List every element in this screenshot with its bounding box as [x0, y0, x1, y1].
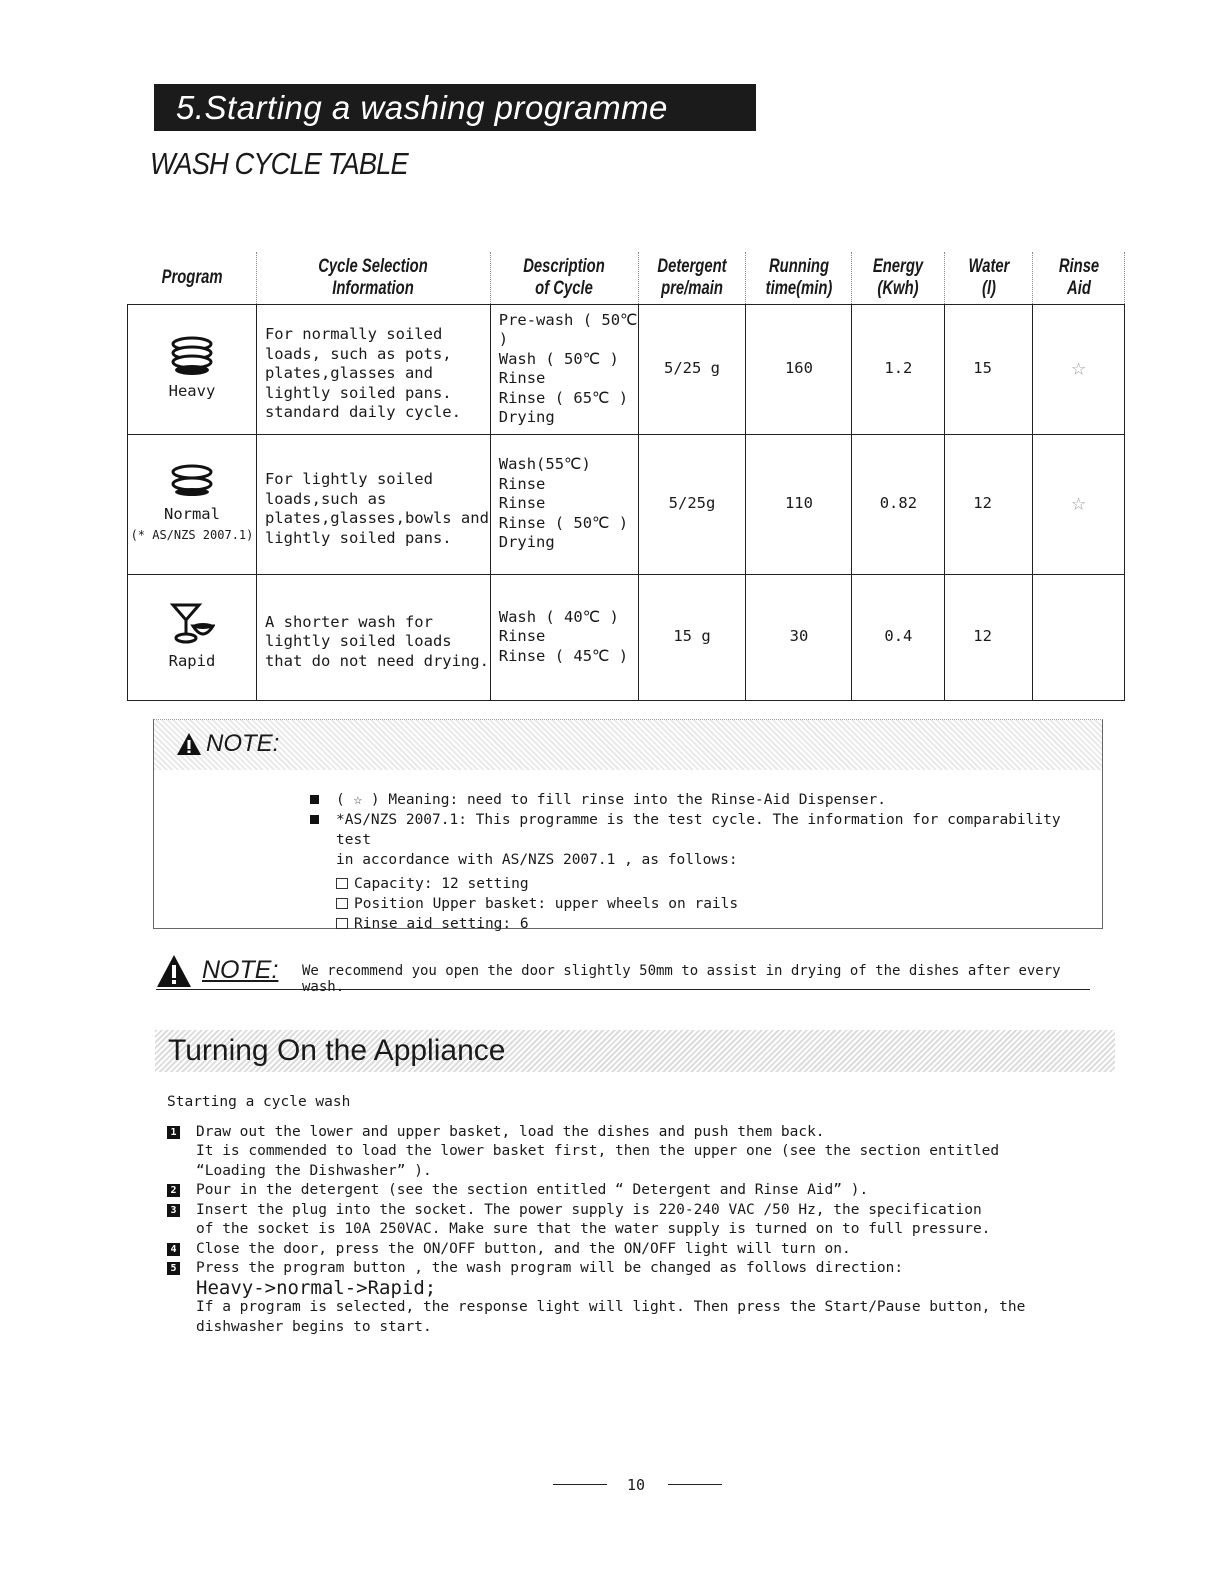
program-order: Heavy->normal->Rapid;	[196, 1276, 437, 1299]
rinse-aid-cell	[1033, 304, 1125, 434]
step-5: 5 Press the program button , the wash program will be changed as follows direction: Heavy->normal->Rapid; If a program is selected, the response light will light. Then press the Start/Pause button, the dishwasher begins to start.	[167, 1259, 1025, 1337]
step-2: 2 Pour in the detergent (see the section entitled “ Detergent and Rinse Aid” ).	[167, 1181, 1025, 1201]
instructions	[167, 1093, 1025, 1337]
rapid-glass-icon	[169, 602, 215, 646]
step-number-icon: 4	[167, 1243, 180, 1256]
step-number-icon: 3	[167, 1204, 180, 1217]
running-time-value: 30	[746, 574, 852, 700]
running-time-value: 110	[746, 434, 852, 574]
rinse-aid-cell	[1033, 574, 1125, 700]
list-item: Rinse aid setting: 6	[336, 914, 1102, 934]
step-4: 4 Close the door, press the ON/OFF button, and the ON/OFF light will turn on.	[167, 1240, 1025, 1260]
note-title: NOTE:	[206, 730, 280, 757]
cycle-description: Wash(55℃) Rinse Rinse Rinse ( 50℃ ) Drying	[490, 434, 638, 574]
note-box	[153, 719, 1103, 932]
header-running-time: Running time(min)	[746, 252, 852, 304]
header-description: Description of Cycle	[490, 252, 638, 304]
header-program: Program	[128, 252, 257, 304]
program-cell	[128, 574, 257, 700]
star-meaning: Meaning: need to fill rinse into the Rinse-Aid Dispenser.	[388, 792, 886, 808]
numbered-box-icon	[336, 898, 348, 909]
star-icon: ☆	[1071, 487, 1086, 516]
header-cycle-selection: Cycle Selection Information	[256, 252, 490, 304]
energy-value: 0.82	[852, 434, 945, 574]
drying-note	[156, 954, 1090, 995]
numbered-box-icon	[336, 918, 348, 929]
header-rinse-aid: Rinse Aid	[1033, 252, 1125, 304]
rinse-aid-cell	[1033, 434, 1125, 574]
water-value: 12	[945, 434, 1033, 574]
cycle-description: Pre-wash ( 50℃ ) Wash ( 50℃ ) Rinse Rinse ( 65℃ ) Drying	[490, 304, 638, 434]
step-1: 1 Draw out the lower and upper basket, load the dishes and push them back. It is commended to load the lower basket first, then the upper one (see the section entitled “Loading the Dishwasher” ).	[167, 1123, 1025, 1182]
wash-cycle-table	[127, 252, 1125, 701]
bullet-icon	[310, 815, 319, 824]
energy-value: 1.2	[852, 304, 945, 434]
table-title: WASH CYCLE TABLE	[150, 146, 408, 181]
cycle-info: For normally soiled loads, such as pots, plates,glasses and lightly soiled pans. standard daily cycle.	[256, 304, 490, 434]
detergent-value: 15 g	[638, 574, 746, 700]
program-cell	[128, 304, 257, 434]
warning-icon	[156, 954, 192, 988]
energy-value: 0.4	[852, 574, 945, 700]
detergent-value: 5/25 g	[638, 304, 746, 434]
program-cell	[128, 434, 257, 574]
heavy-dishes-icon	[170, 336, 214, 376]
warning-icon	[176, 732, 202, 756]
step-number-icon: 5	[167, 1262, 180, 1275]
detergent-value: 5/25g	[638, 434, 746, 574]
page-number: 10	[627, 1476, 646, 1494]
running-time-value: 160	[746, 304, 852, 434]
header-energy: Energy (Kwh)	[852, 252, 945, 304]
table-row	[128, 304, 1125, 434]
table-row	[128, 434, 1125, 574]
program-name: Heavy	[168, 382, 216, 401]
note2-text: We recommend you open the door slightly 50mm to assist in drying of the dishes after every wash.	[302, 963, 1061, 995]
table-header-row	[128, 252, 1125, 304]
water-value: 12	[945, 574, 1033, 700]
note-header-band	[154, 720, 1102, 770]
cycle-description: Wash ( 40℃ ) Rinse Rinse ( 45℃ )	[490, 574, 638, 700]
cycle-info: For lightly soiled loads,such as plates,glasses,bowls and lightly soiled pans.	[256, 434, 490, 574]
test-settings-list	[310, 874, 1102, 934]
program-name: Rapid	[168, 652, 216, 671]
header-water: Water (l)	[945, 252, 1033, 304]
page-number-rule-left	[553, 1484, 607, 1485]
page-number-rule-right	[668, 1484, 722, 1485]
normal-dishes-icon	[170, 463, 214, 499]
note2-title: NOTE:	[202, 956, 279, 984]
list-item: Capacity: 12 setting	[336, 874, 1102, 894]
star-icon: ☆	[1071, 352, 1086, 381]
instructions-intro: Starting a cycle wash	[167, 1094, 351, 1110]
cycle-info: A shorter wash for lightly soiled loads that do not need drying.	[256, 574, 490, 700]
turning-title: Turning On the Appliance	[168, 1034, 506, 1067]
section-title: 5.Starting a washing programme	[154, 84, 756, 131]
step-number-icon: 1	[167, 1126, 180, 1139]
program-standard: (* AS/NZS 2007.1)	[130, 528, 254, 542]
step-3: 3 Insert the plug into the socket. The power supply is 220-240 VAC /50 Hz, the specification of the socket is 10A 250VAC. Make sure that the water supply is turned on to full pressure.	[167, 1201, 1025, 1240]
water-value: 15	[945, 304, 1033, 434]
note-list	[310, 790, 1102, 934]
table-row	[128, 574, 1125, 700]
step-number-icon: 2	[167, 1184, 180, 1197]
list-item: Position Upper basket: upper wheels on rails	[336, 894, 1102, 914]
header-detergent: Detergent pre/main	[638, 252, 746, 304]
program-name: Normal	[163, 504, 220, 523]
list-item	[310, 790, 1102, 810]
bullet-icon	[310, 795, 319, 804]
list-item: *AS/NZS 2007.1: This programme is the test cycle. The information for comparability test in accordance with AS/NZS 2007.1 , as follows:	[310, 810, 1102, 870]
star-legend: ( ☆ )	[336, 792, 380, 808]
numbered-box-icon	[336, 878, 348, 889]
note-heading	[176, 730, 279, 758]
